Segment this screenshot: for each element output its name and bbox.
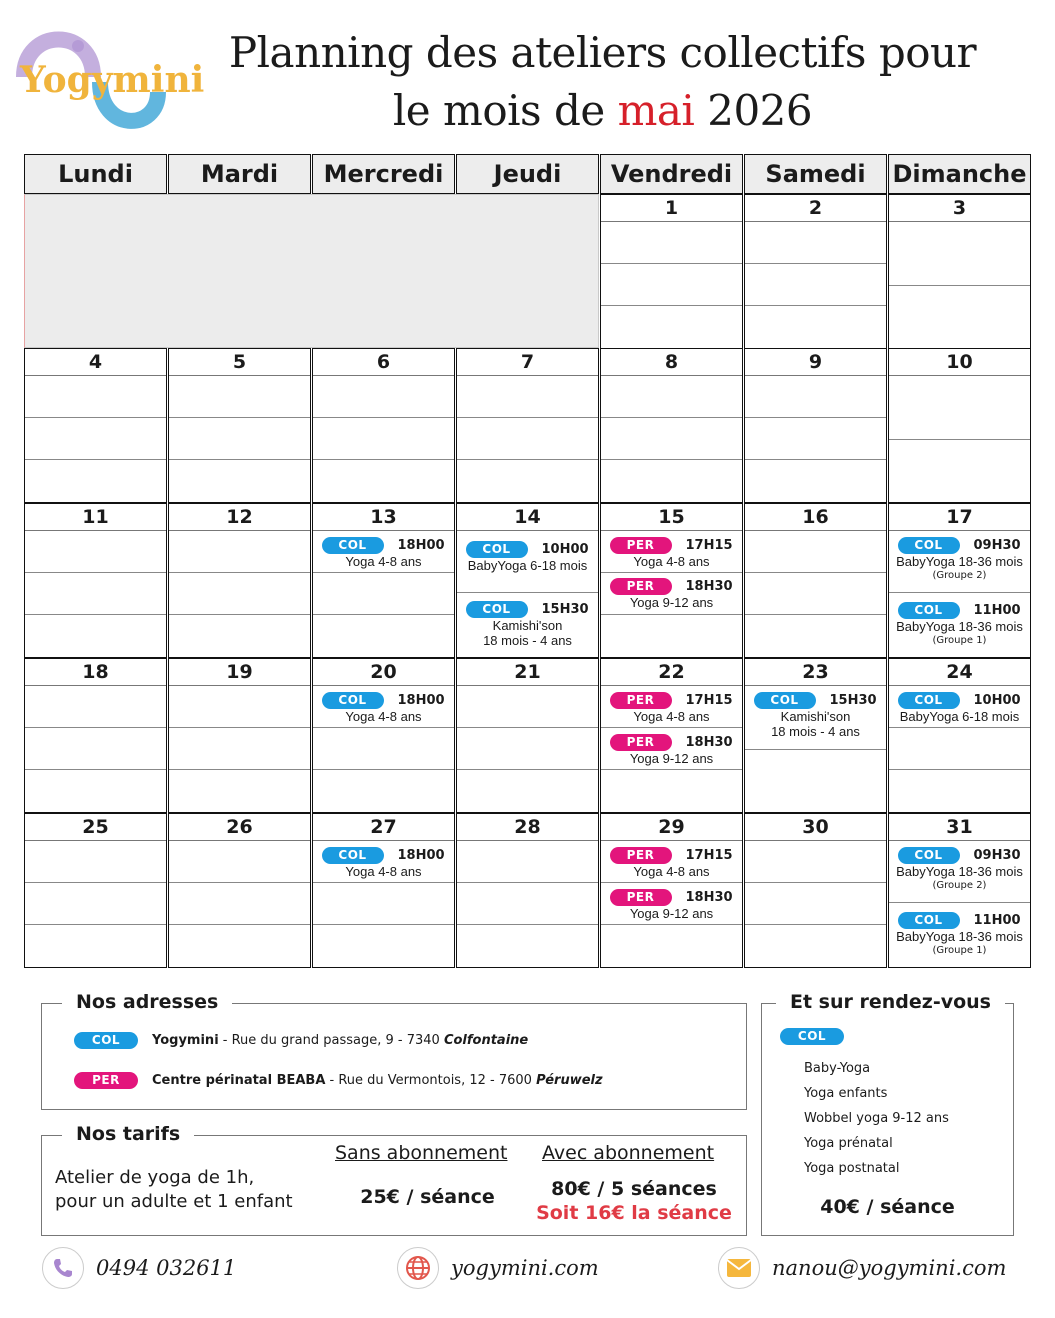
day-number: 12 (169, 504, 310, 531)
footer-email[interactable] (718, 1247, 1006, 1289)
per-badge: PER (74, 1072, 138, 1089)
day-cell-11 (24, 503, 167, 658)
day-number: 28 (457, 814, 598, 841)
title-month: mai (617, 86, 695, 135)
event (601, 691, 742, 724)
day-number: 17 (889, 504, 1030, 531)
event-time: 18H30 (685, 734, 733, 750)
col-badge: COL (754, 692, 816, 709)
day-cell-29 (600, 813, 743, 968)
event-time: 18H00 (397, 537, 445, 553)
globe-icon (397, 1247, 439, 1289)
addresses-title: Nos adresses (62, 991, 232, 1013)
phone-icon (42, 1247, 84, 1289)
event-time: 18H30 (685, 578, 733, 594)
day-cell-18 (24, 658, 167, 813)
sans-abonnement-label: Sans abonnement (335, 1142, 508, 1164)
event-time: 18H00 (397, 847, 445, 863)
calendar (24, 154, 1031, 968)
day-number: 10 (889, 349, 1030, 376)
event-time: 18H00 (397, 692, 445, 708)
event-desc: Yoga 4-8 ans (345, 554, 422, 569)
rendez-vous-box (761, 991, 1014, 1236)
event-desc: Yoga 4-8 ans (633, 554, 710, 569)
event (601, 577, 742, 610)
day-cell-27 (312, 813, 455, 968)
day-number: 27 (313, 814, 454, 841)
avec-abonnement-price: 80€ / 5 séances (551, 1178, 717, 1200)
weekday-header-mardi: Mardi (168, 154, 311, 194)
rendez-vous-list (804, 1056, 949, 1181)
title-line-1: Planning des ateliers collectifs pour (228, 28, 977, 77)
event (601, 888, 742, 921)
list-item: Wobbel yoga 9-12 ans (804, 1111, 949, 1126)
col-badge: COL (898, 537, 960, 554)
event (457, 540, 598, 573)
event-note: (Groupe 1) (932, 635, 987, 646)
col-badge: COL (898, 912, 960, 929)
email-link[interactable]: nanou@yogymini.com (772, 1256, 1007, 1280)
day-cell-19 (168, 658, 311, 813)
day-cell-13 (312, 503, 455, 658)
day-number: 7 (457, 349, 598, 376)
event-time: 11H00 (973, 602, 1021, 618)
day-number: 25 (25, 814, 166, 841)
event-time: 10H00 (541, 541, 589, 557)
address-per (74, 1072, 603, 1089)
day-number: 30 (745, 814, 886, 841)
sans-abonnement-price: 25€ / séance (360, 1186, 495, 1208)
weekday-header-jeudi: Jeudi (456, 154, 599, 194)
address-col-street: - Rue du grand passage, 9 - 7340 (218, 1033, 444, 1048)
event-time: 17H15 (685, 537, 733, 553)
day-cell-7 (456, 348, 599, 503)
day-cell-10 (888, 348, 1031, 503)
col-badge: COL (74, 1032, 138, 1049)
event (889, 691, 1030, 724)
empty-days-area (24, 194, 599, 348)
day-cell-16 (744, 503, 887, 658)
day-number: 14 (457, 504, 598, 531)
event (889, 601, 1030, 648)
event-time: 15H30 (829, 692, 877, 708)
tarifs-desc-line2: pour un adulte et 1 enfant (55, 1191, 293, 1212)
title-prefix: le mois de (392, 86, 605, 135)
day-number: 29 (601, 814, 742, 841)
title-line-2 (200, 82, 1005, 140)
title-year: 2026 (707, 86, 813, 135)
day-cell-1 (600, 194, 743, 349)
weekday-header-lundi: Lundi (24, 154, 167, 194)
tarifs-description (55, 1166, 293, 1214)
mail-icon (718, 1247, 760, 1289)
day-cell-25 (24, 813, 167, 968)
per-badge: PER (610, 537, 672, 554)
footer-phone[interactable] (42, 1247, 236, 1289)
event (889, 536, 1030, 583)
address-col-city: Colfontaine (443, 1033, 529, 1048)
col-badge: COL (898, 692, 960, 709)
event (889, 911, 1030, 958)
day-cell-9 (744, 348, 887, 503)
addresses-box (41, 991, 747, 1110)
address-col-name: Yogymini (152, 1033, 219, 1048)
day-cell-28 (456, 813, 599, 968)
day-number: 21 (457, 659, 598, 686)
day-number: 18 (25, 659, 166, 686)
day-number: 19 (169, 659, 310, 686)
event-desc: Yoga 4-8 ans (633, 709, 710, 724)
event-time: 11H00 (973, 912, 1021, 928)
event-desc-2: 18 mois - 4 ans (771, 724, 860, 739)
day-cell-15 (600, 503, 743, 658)
event (313, 846, 454, 879)
event-time: 17H15 (685, 847, 733, 863)
event-desc: Yoga 4-8 ans (633, 864, 710, 879)
event-desc: BabyYoga 18-36 mois (896, 619, 1023, 634)
page-title (200, 24, 1005, 140)
event-desc: BabyYoga 18-36 mois (896, 554, 1023, 569)
tarifs-title: Nos tarifs (62, 1123, 194, 1145)
event-desc: Yoga 4-8 ans (345, 864, 422, 879)
day-cell-17 (888, 503, 1031, 658)
list-item: Yoga enfants (804, 1086, 888, 1101)
day-number: 2 (745, 195, 886, 222)
per-badge: PER (610, 889, 672, 906)
day-cell-23 (744, 658, 887, 813)
event-desc: BabyYoga 18-36 mois (896, 864, 1023, 879)
address-per-city: Péruwelz (536, 1073, 603, 1088)
day-cell-21 (456, 658, 599, 813)
weekday-header-samedi: Samedi (744, 154, 887, 194)
day-cell-26 (168, 813, 311, 968)
day-number: 23 (745, 659, 886, 686)
per-badge: PER (610, 734, 672, 751)
tarifs-desc-line1: Atelier de yoga de 1h, (55, 1167, 255, 1188)
day-number: 31 (889, 814, 1030, 841)
event-time: 09H30 (973, 537, 1021, 553)
event-desc: BabyYoga 6-18 mois (899, 709, 1020, 724)
list-item: Yoga prénatal (804, 1136, 893, 1151)
day-number: 11 (25, 504, 166, 531)
event-desc: Yoga 9-12 ans (629, 751, 714, 766)
event-desc: Yoga 4-8 ans (345, 709, 422, 724)
tarifs-box (41, 1123, 747, 1236)
day-cell-8 (600, 348, 743, 503)
footer-website[interactable] (397, 1247, 599, 1289)
day-cell-5 (168, 348, 311, 503)
event-desc: Kamishi'son (780, 709, 851, 724)
event (601, 536, 742, 569)
day-number: 16 (745, 504, 886, 531)
day-number: 26 (169, 814, 310, 841)
list-item: Yoga postnatal (804, 1161, 900, 1176)
per-badge: PER (610, 847, 672, 864)
col-badge: COL (780, 1028, 844, 1045)
event-desc-2: 18 mois - 4 ans (483, 633, 572, 648)
event (889, 846, 1030, 893)
event-desc: BabyYoga 6-18 mois (467, 558, 588, 573)
event-desc: BabyYoga 18-36 mois (896, 929, 1023, 944)
day-number: 22 (601, 659, 742, 686)
event-time: 18H30 (685, 889, 733, 905)
day-number: 1 (601, 195, 742, 222)
event (601, 846, 742, 879)
event (313, 536, 454, 569)
day-cell-31 (888, 813, 1031, 968)
col-badge: COL (322, 847, 384, 864)
event (601, 733, 742, 766)
day-number: 13 (313, 504, 454, 531)
day-number: 24 (889, 659, 1030, 686)
col-badge: COL (466, 601, 528, 618)
phone-number: 0494 032611 (96, 1256, 237, 1280)
address-per-name: Centre périnatal BEABA (152, 1073, 326, 1088)
rendez-vous-title: Et sur rendez-vous (776, 991, 1005, 1013)
day-number: 5 (169, 349, 310, 376)
event (313, 691, 454, 724)
address-per-street: - Rue du Vermontois, 12 - 7600 (325, 1073, 537, 1088)
weekday-header-dimanche: Dimanche (888, 154, 1031, 194)
address-col (74, 1032, 528, 1049)
avec-abonnement-label: Avec abonnement (542, 1142, 715, 1164)
col-badge: COL (466, 541, 528, 558)
website-link[interactable]: yogymini.com (451, 1256, 599, 1280)
weekday-header-mercredi: Mercredi (312, 154, 455, 194)
event (745, 691, 886, 739)
weekday-header-vendredi: Vendredi (600, 154, 743, 194)
day-number: 15 (601, 504, 742, 531)
day-number: 3 (889, 195, 1030, 222)
day-number: 20 (313, 659, 454, 686)
day-cell-4 (24, 348, 167, 503)
day-cell-2 (744, 194, 887, 349)
event-note: (Groupe 2) (932, 880, 987, 891)
col-badge: COL (898, 847, 960, 864)
per-badge: PER (610, 578, 672, 595)
list-item: Baby-Yoga (804, 1061, 871, 1076)
day-cell-14 (456, 503, 599, 658)
day-cell-12 (168, 503, 311, 658)
event-note: (Groupe 1) (932, 945, 987, 956)
day-number: 9 (745, 349, 886, 376)
event-desc: Yoga 9-12 ans (629, 906, 714, 921)
event-time: 10H00 (973, 692, 1021, 708)
event-note: (Groupe 2) (932, 570, 987, 581)
day-cell-24 (888, 658, 1031, 813)
per-badge: PER (610, 692, 672, 709)
event-desc: Yoga 9-12 ans (629, 595, 714, 610)
day-cell-3 (888, 194, 1031, 349)
logo (18, 22, 205, 140)
col-badge: COL (898, 602, 960, 619)
day-cell-20 (312, 658, 455, 813)
avec-abonnement-note: Soit 16€ la séance (536, 1202, 732, 1224)
day-number: 6 (313, 349, 454, 376)
day-cell-22 (600, 658, 743, 813)
day-cell-30 (744, 813, 887, 968)
day-number: 8 (601, 349, 742, 376)
col-badge: COL (322, 537, 384, 554)
event (457, 600, 598, 648)
day-cell-6 (312, 348, 455, 503)
event-time: 15H30 (541, 601, 589, 617)
rendez-vous-price: 40€ / séance (820, 1196, 955, 1218)
col-badge: COL (322, 692, 384, 709)
event-time: 09H30 (973, 847, 1021, 863)
event-desc: Kamishi'son (492, 618, 563, 633)
event-time: 17H15 (685, 692, 733, 708)
day-number: 4 (25, 349, 166, 376)
logo-text: Yogymini (20, 59, 205, 101)
